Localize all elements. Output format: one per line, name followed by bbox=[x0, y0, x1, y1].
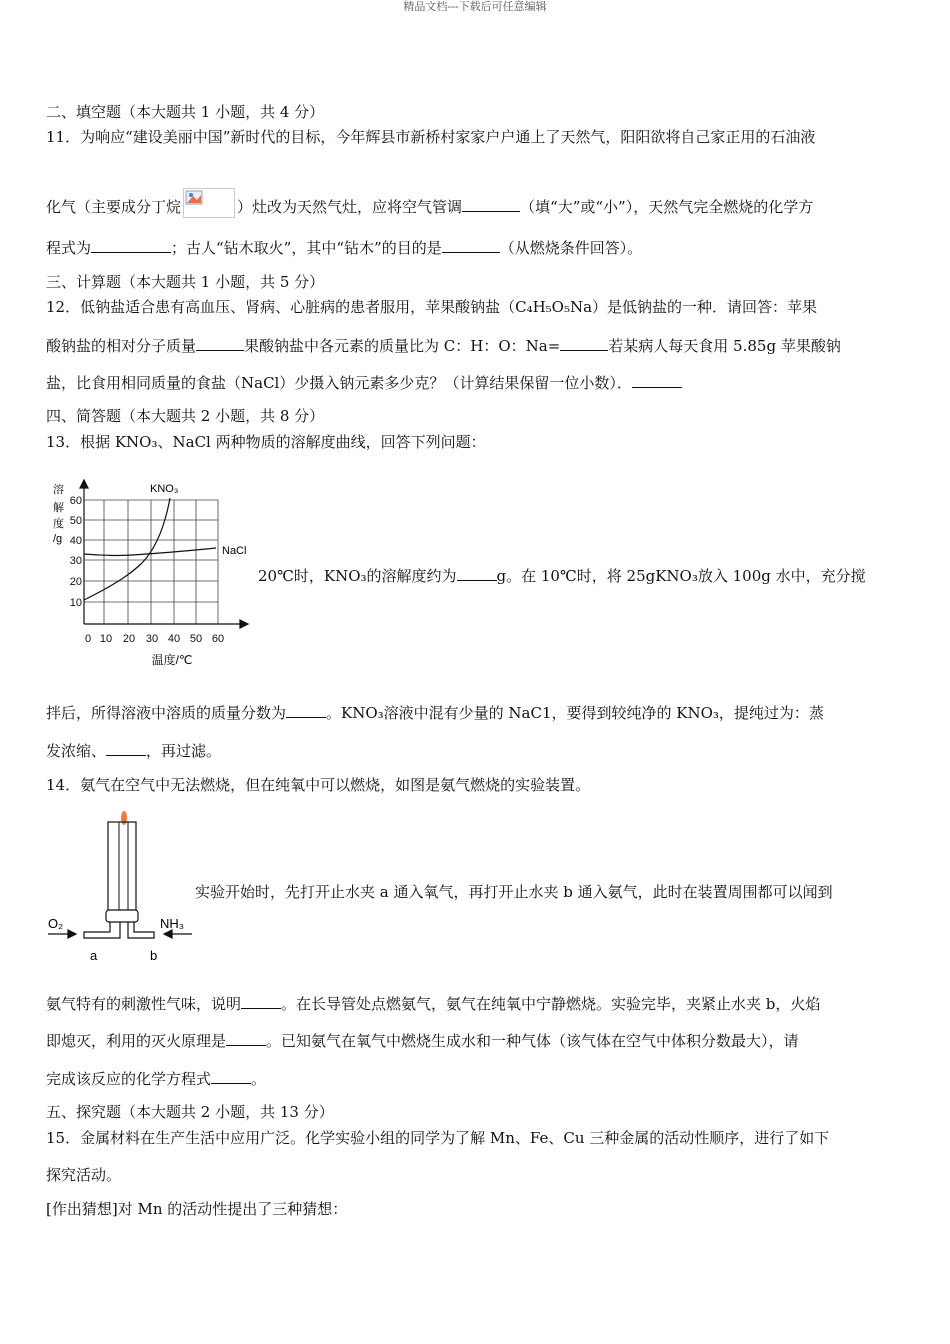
q11-line2 bbox=[46, 188, 813, 218]
q11-text-f: （从燃烧条件回答）。 bbox=[499, 239, 643, 257]
tube-b bbox=[128, 922, 154, 938]
ammonia-apparatus bbox=[46, 808, 196, 968]
graph-grid bbox=[84, 500, 218, 624]
q12-line1: 12．低钠盐适合患有高血压、肾病、心脏病的患者服用，苹果酸钠盐（C₄H₅O₅Na）是低钠盐的一种．请回答：苹果 bbox=[46, 298, 818, 316]
graph-xtick: 40 bbox=[167, 633, 181, 645]
answer-blank[interactable] bbox=[286, 703, 326, 718]
q11-text-c: （填“大”或“小”），天然气完全燃烧的化学方 bbox=[520, 198, 814, 216]
q14-text-f: 。 bbox=[251, 1070, 267, 1088]
answer-blank[interactable] bbox=[226, 1031, 266, 1046]
kno3-curve bbox=[84, 498, 170, 600]
graph-ytick: 10 bbox=[69, 597, 82, 609]
q12-text-d: 盐，比食用相同质量的食盐（NaCl）少摄入钠元素多少克？（计算结果保留一位小数）． bbox=[46, 374, 632, 392]
q14-line1: 14．氨气在空气中无法燃烧，但在纯氧中可以燃烧，如图是氨气燃烧的实验装置。 bbox=[46, 776, 591, 794]
answer-blank[interactable] bbox=[241, 994, 281, 1009]
q12-line3 bbox=[46, 373, 682, 393]
q14-text-d: 。已知氨气在氧气中燃烧生成水和一种气体（该气体在空气中体积分数最大），请 bbox=[266, 1032, 799, 1050]
q13-text-b: g。在 10℃时，将 25gKNO₃放入 100g 水中，充分搅 bbox=[496, 567, 866, 585]
q13-text-a: 20℃时，KNO₃的溶解度约为 bbox=[258, 567, 457, 585]
solubility-graph bbox=[46, 476, 256, 671]
q13-text-e: 发浓缩、 bbox=[46, 742, 107, 760]
inner-tube bbox=[119, 822, 128, 910]
q11-line3 bbox=[46, 238, 642, 258]
outer-tube bbox=[108, 822, 136, 912]
q12-text-b: 果酸钠盐中各元素的质量比为 C：H：O：Na= bbox=[244, 337, 561, 355]
answer-blank[interactable] bbox=[196, 336, 244, 351]
q14-line4 bbox=[46, 1031, 799, 1051]
q13-line1: 13．根据 KNO₃、NaCl 两种物质的溶解度曲线，回答下列问题： bbox=[46, 433, 486, 451]
section-title-calculation: 三、计算题（本大题共 1 小题，共 5 分） bbox=[46, 273, 325, 291]
q11-text-b: ）灶改为天然气灶，应将空气管调 bbox=[237, 198, 463, 216]
valve-b-label: b bbox=[150, 948, 158, 963]
q12-text-c: 若某病人每天食用 5.85g 苹果酸钠 bbox=[608, 337, 841, 355]
graph-ylabel-char: 度 bbox=[53, 518, 64, 530]
q14-text-c: 即熄灭，利用的灭火原理是 bbox=[46, 1032, 227, 1050]
nh3-arrowhead bbox=[164, 930, 172, 938]
page-header: 精品文档---下载后可任意编辑 bbox=[403, 0, 547, 13]
answer-blank[interactable] bbox=[462, 197, 520, 212]
q11-text-e: ；古人“钻木取火”，其中“钻木”的目的是 bbox=[171, 239, 442, 257]
q13-text-f: ，再过滤。 bbox=[146, 742, 222, 760]
q13-side-line bbox=[258, 566, 866, 586]
q12-line2 bbox=[46, 336, 841, 356]
graph-xtick: 30 bbox=[145, 633, 159, 645]
graph-ytick: 50 bbox=[69, 515, 82, 527]
tube-a bbox=[84, 922, 120, 938]
q11-text-a: 化气（主要成分丁烷 bbox=[46, 198, 182, 216]
q14-line3 bbox=[46, 994, 820, 1014]
nh3-label: NH₃ bbox=[160, 916, 185, 931]
formula-image-placeholder bbox=[183, 188, 235, 218]
valve-a-label: a bbox=[90, 948, 98, 963]
q14-side-line: 实验开始时，先打开止水夹 a 通入氧气，再打开止水夹 b 通入氨气，此时在装置周围都可以闻到 bbox=[195, 883, 833, 901]
graph-ytick: 40 bbox=[69, 535, 82, 547]
q14-text-a: 氨气特有的刺激性气味，说明 bbox=[46, 995, 242, 1013]
answer-blank[interactable] bbox=[442, 238, 500, 253]
answer-blank[interactable] bbox=[106, 741, 146, 756]
graph-xtick: 50 bbox=[189, 633, 203, 645]
graph-xtick: 20 bbox=[122, 633, 136, 645]
answer-blank[interactable] bbox=[632, 373, 682, 388]
answer-blank[interactable] bbox=[457, 566, 497, 581]
q12-text-a: 酸钠盐的相对分子质量 bbox=[46, 337, 197, 355]
q14-line5 bbox=[46, 1069, 266, 1089]
q11-text-d: 程式为 bbox=[46, 239, 92, 257]
q13-line4 bbox=[46, 741, 221, 761]
graph-xtick: 60 bbox=[211, 633, 225, 645]
o2-label: O₂ bbox=[48, 916, 64, 931]
q15-line3: [作出猜想]对 Mn 的活动性提出了三种猜想： bbox=[46, 1200, 348, 1218]
graph-ylabel-char: 溶 bbox=[53, 484, 64, 496]
q15-line2: 探究活动。 bbox=[46, 1166, 122, 1184]
graph-ylabel-char: 解 bbox=[53, 502, 64, 514]
q14-text-b: 。在长导管处点燃氨气，氨气在纯氧中宁静燃烧。实验完毕，夹紧止水夹 b，火焰 bbox=[281, 995, 821, 1013]
q14-text-e: 完成该反应的化学方程式 bbox=[46, 1070, 212, 1088]
q13-text-c: 拌后，所得溶液中溶质的质量分数为 bbox=[46, 704, 287, 722]
q15-line1: 15．金属材料在生产生活中应用广泛。化学实验小组的同学为了解 Mn、Fe、Cu 三种金属的活动性顺序，进行了如下 bbox=[46, 1129, 830, 1147]
q13-line3 bbox=[46, 703, 824, 723]
answer-blank[interactable] bbox=[560, 336, 608, 351]
answer-blank[interactable] bbox=[211, 1069, 251, 1084]
section-title-fill-blank: 二、填空题（本大题共 1 小题，共 4 分） bbox=[46, 103, 325, 121]
q11-line1: 11．为响应“建设美丽中国”新时代的目标，今年辉县市新桥村家家户户通上了天然气，阳阳欲将自己家正用的石油液 bbox=[46, 128, 816, 146]
graph-ytick: 20 bbox=[69, 576, 82, 588]
section-title-short-answer: 四、简答题（本大题共 2 小题，共 8 分） bbox=[46, 407, 325, 425]
graph-xtick: 0 bbox=[84, 633, 92, 645]
stopper bbox=[106, 910, 138, 922]
broken-image-icon bbox=[185, 190, 205, 206]
graph-ylabel-char: /g bbox=[53, 533, 63, 545]
answer-blank[interactable] bbox=[91, 238, 171, 253]
graph-ytick: 30 bbox=[69, 555, 82, 567]
q13-text-d: 。KNO₃溶液中混有少量的 NaC1，要得到较纯净的 KNO₃，提纯过为：蒸 bbox=[326, 704, 824, 722]
section-title-inquiry: 五、探究题（本大题共 2 小题，共 13 分） bbox=[46, 1103, 334, 1121]
nacl-label: NaCl bbox=[222, 545, 247, 557]
o2-arrowhead bbox=[68, 930, 76, 938]
graph-xtick: 10 bbox=[99, 633, 113, 645]
graph-ytick: 60 bbox=[69, 495, 82, 507]
flame-icon bbox=[121, 811, 127, 825]
graph-xlabel: 温度/℃ bbox=[151, 653, 193, 667]
kno3-label: KNO₃ bbox=[150, 483, 179, 495]
